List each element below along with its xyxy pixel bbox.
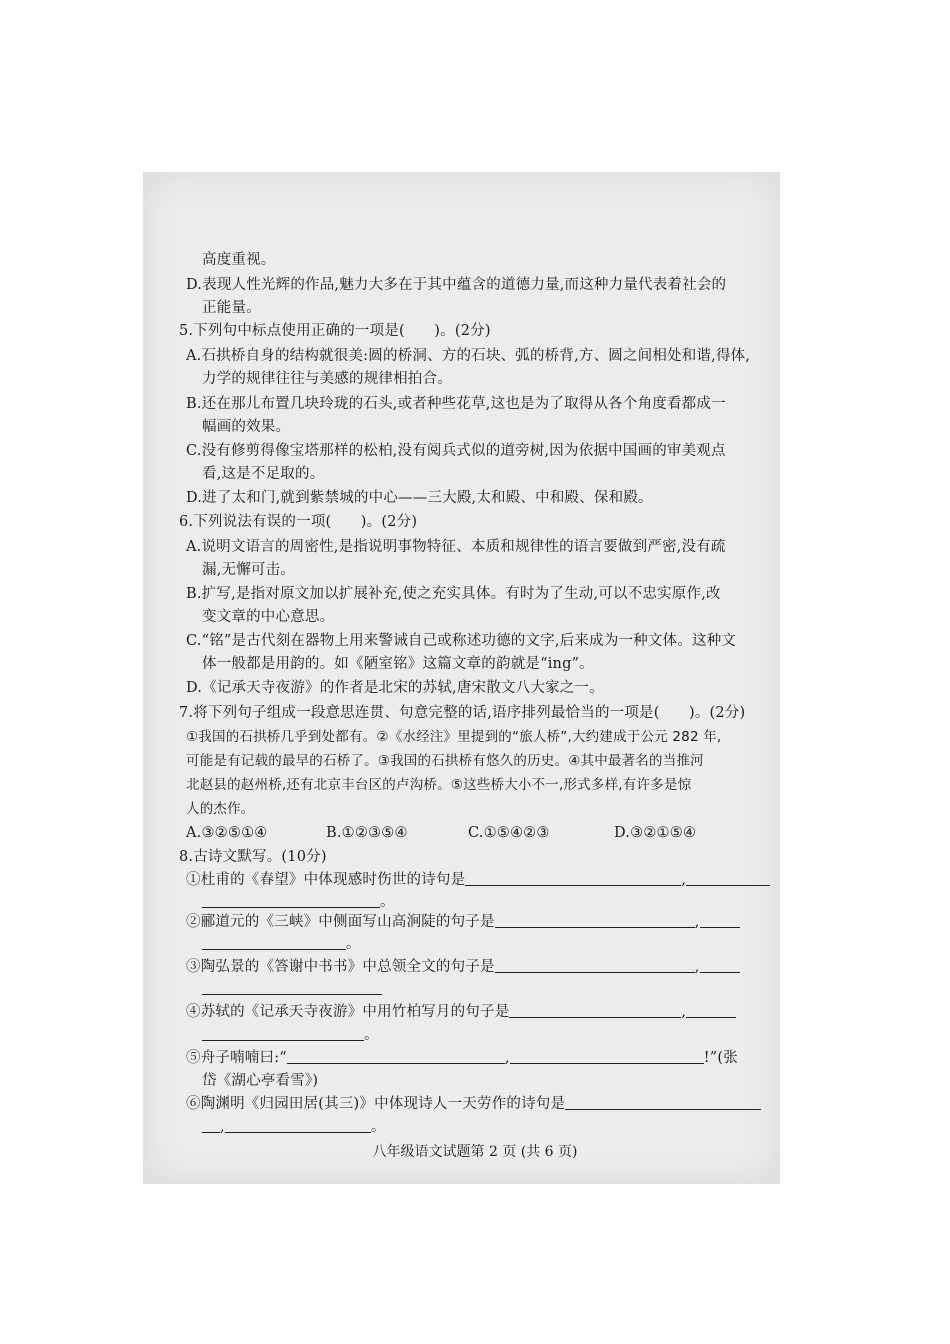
answer-blank[interactable] (700, 913, 740, 928)
q7-option-c: C.①⑤④②③ (468, 825, 550, 841)
answer-blank[interactable] (495, 913, 695, 928)
text-line: 北赵县的赵州桥,还有北京丰台区的卢沟桥。⑤这些桥大小不一,形式多样,有许多是惊 (186, 777, 692, 793)
text-line: 正能量。 (202, 300, 261, 316)
q6-option-d: D.《记承天寺夜游》的作者是北宋的苏轼,唐宋散文八大家之一。 (186, 680, 604, 696)
answer-blank[interactable] (465, 871, 681, 886)
q8-item-1-cont: 。 (202, 892, 395, 912)
text-line: 力学的规律往往与美感的规律相拍合。 (202, 371, 452, 387)
q8-item-4-cont: 。 (202, 1025, 379, 1045)
answer-blank[interactable] (686, 871, 770, 886)
q5-option-b: B.还在那儿布置几块玲珑的石头,或者种些花草,这也是为了取得从各个角度看都成一 (186, 396, 726, 412)
q6-option-a: A.说明文语言的周密性,是指说明事物特征、本质和规律性的语言要做到严密,没有疏 (186, 539, 726, 555)
text-line: 可能是有记载的最早的石桥了。③我国的石拱桥有悠久的历史。④其中最著名的当推河 (186, 753, 704, 769)
answer-blank[interactable] (202, 935, 346, 950)
q7-option-b: B.①②③⑤④ (326, 825, 408, 841)
q5-option-c: C.没有修剪得像宝塔那样的松柏,没有阅兵式似的道旁树,因为依据中国画的审美观点 (186, 443, 726, 459)
q5-option-a: A.石拱桥自身的结构就很美:圆的桥洞、方的石块、弧的桥背,方、圆之间相处和谐,得体, (186, 348, 751, 364)
q6-option-b: B.扩写,是指对原文加以扩展补充,使之充实具体。有时为了生动,可以不忠实原作,改 (186, 586, 721, 602)
q8-item-4: ④苏轼的《记承天寺夜游》中用竹柏写月的句子是 , (186, 1002, 736, 1022)
answer-blank[interactable] (287, 1049, 505, 1064)
answer-blank[interactable] (686, 1003, 736, 1018)
q7-sentences: ①我国的石拱桥几乎到处都有。②《水经注》里提到的“旅人桥”,大约建成于公元 282 年, (186, 729, 722, 745)
question-6: 6.下列说法有误的一项( )。(2分) (179, 514, 418, 530)
question-5: 5.下列句中标点使用正确的一项是( )。(2分) (179, 323, 491, 339)
answer-blank[interactable] (510, 1049, 704, 1064)
answer-blank[interactable] (225, 1118, 371, 1133)
answer-blank[interactable] (495, 958, 695, 973)
question-8: 8.古诗文默写。(10分) (179, 849, 327, 865)
answer-blank[interactable] (202, 893, 380, 908)
answer-blank[interactable] (202, 980, 382, 995)
q8-item-2-cont: 。 (202, 934, 361, 954)
text-line: 高度重视。 (202, 252, 276, 268)
q8-item-5: ⑤舟子喃喃曰:“ , !”(张 (186, 1050, 738, 1066)
answer-blank[interactable] (509, 1003, 681, 1018)
page-footer: 八年级语文试题第 2 页 (共 6 页) (372, 1144, 578, 1160)
text-line: 变文章的中心意思。 (202, 609, 335, 625)
text-line: 看,这是不足取的。 (202, 466, 325, 482)
q8-item-1: ①杜甫的《春望》中体现感时伤世的诗句是 , (186, 870, 770, 890)
q8-item-3: ③陶弘景的《答谢中书书》中总领全文的句子是 , (186, 957, 740, 977)
text-line: 漏,无懈可击。 (202, 562, 296, 578)
q8-item-2: ②郦道元的《三峡》中侧面写山高涧陡的句子是 , (186, 912, 740, 932)
q5-option-d: D.进了太和门,就到紫禁城的中心——三大殿,太和殿、中和殿、保和殿。 (186, 490, 653, 506)
q7-option-d: D.③②①⑤④ (614, 825, 697, 841)
q8-item-6-cont: , 。 (202, 1117, 386, 1137)
answer-blank[interactable] (202, 1118, 220, 1133)
answer-blank[interactable] (202, 1026, 364, 1041)
q8-item-6: ⑥陶渊明《归园田居(其三)》中体现诗人一天劳作的诗句是 (186, 1094, 761, 1114)
text-line: 体一般都是用韵的。如《陋室铭》这篇文章的韵就是“ing”。 (202, 656, 594, 672)
q7-options (186, 823, 696, 843)
text-line: 幅画的效果。 (202, 419, 291, 435)
option-d: D.表现人性光辉的作品,魅力大多在于其中蕴含的道德力量,而这种力量代表着社会的 (186, 277, 727, 293)
answer-blank[interactable] (700, 958, 740, 973)
answer-blank[interactable] (565, 1095, 761, 1110)
q7-option-a: A.③②⑤①④ (186, 825, 268, 841)
q8-item-5-cont: 岱《湖心亭看雪》) (202, 1073, 319, 1089)
text-line: 人的杰作。 (186, 801, 255, 817)
q8-item-3-cont (202, 979, 382, 999)
question-7: 7.将下列句子组成一段意思连贯、句意完整的话,语序排列最恰当的一项是( )。(2分) (179, 705, 746, 721)
q6-option-c: C.“铭”是古代刻在器物上用来警诫自己或称述功德的文字,后来成为一种文体。这种文 (186, 633, 737, 649)
